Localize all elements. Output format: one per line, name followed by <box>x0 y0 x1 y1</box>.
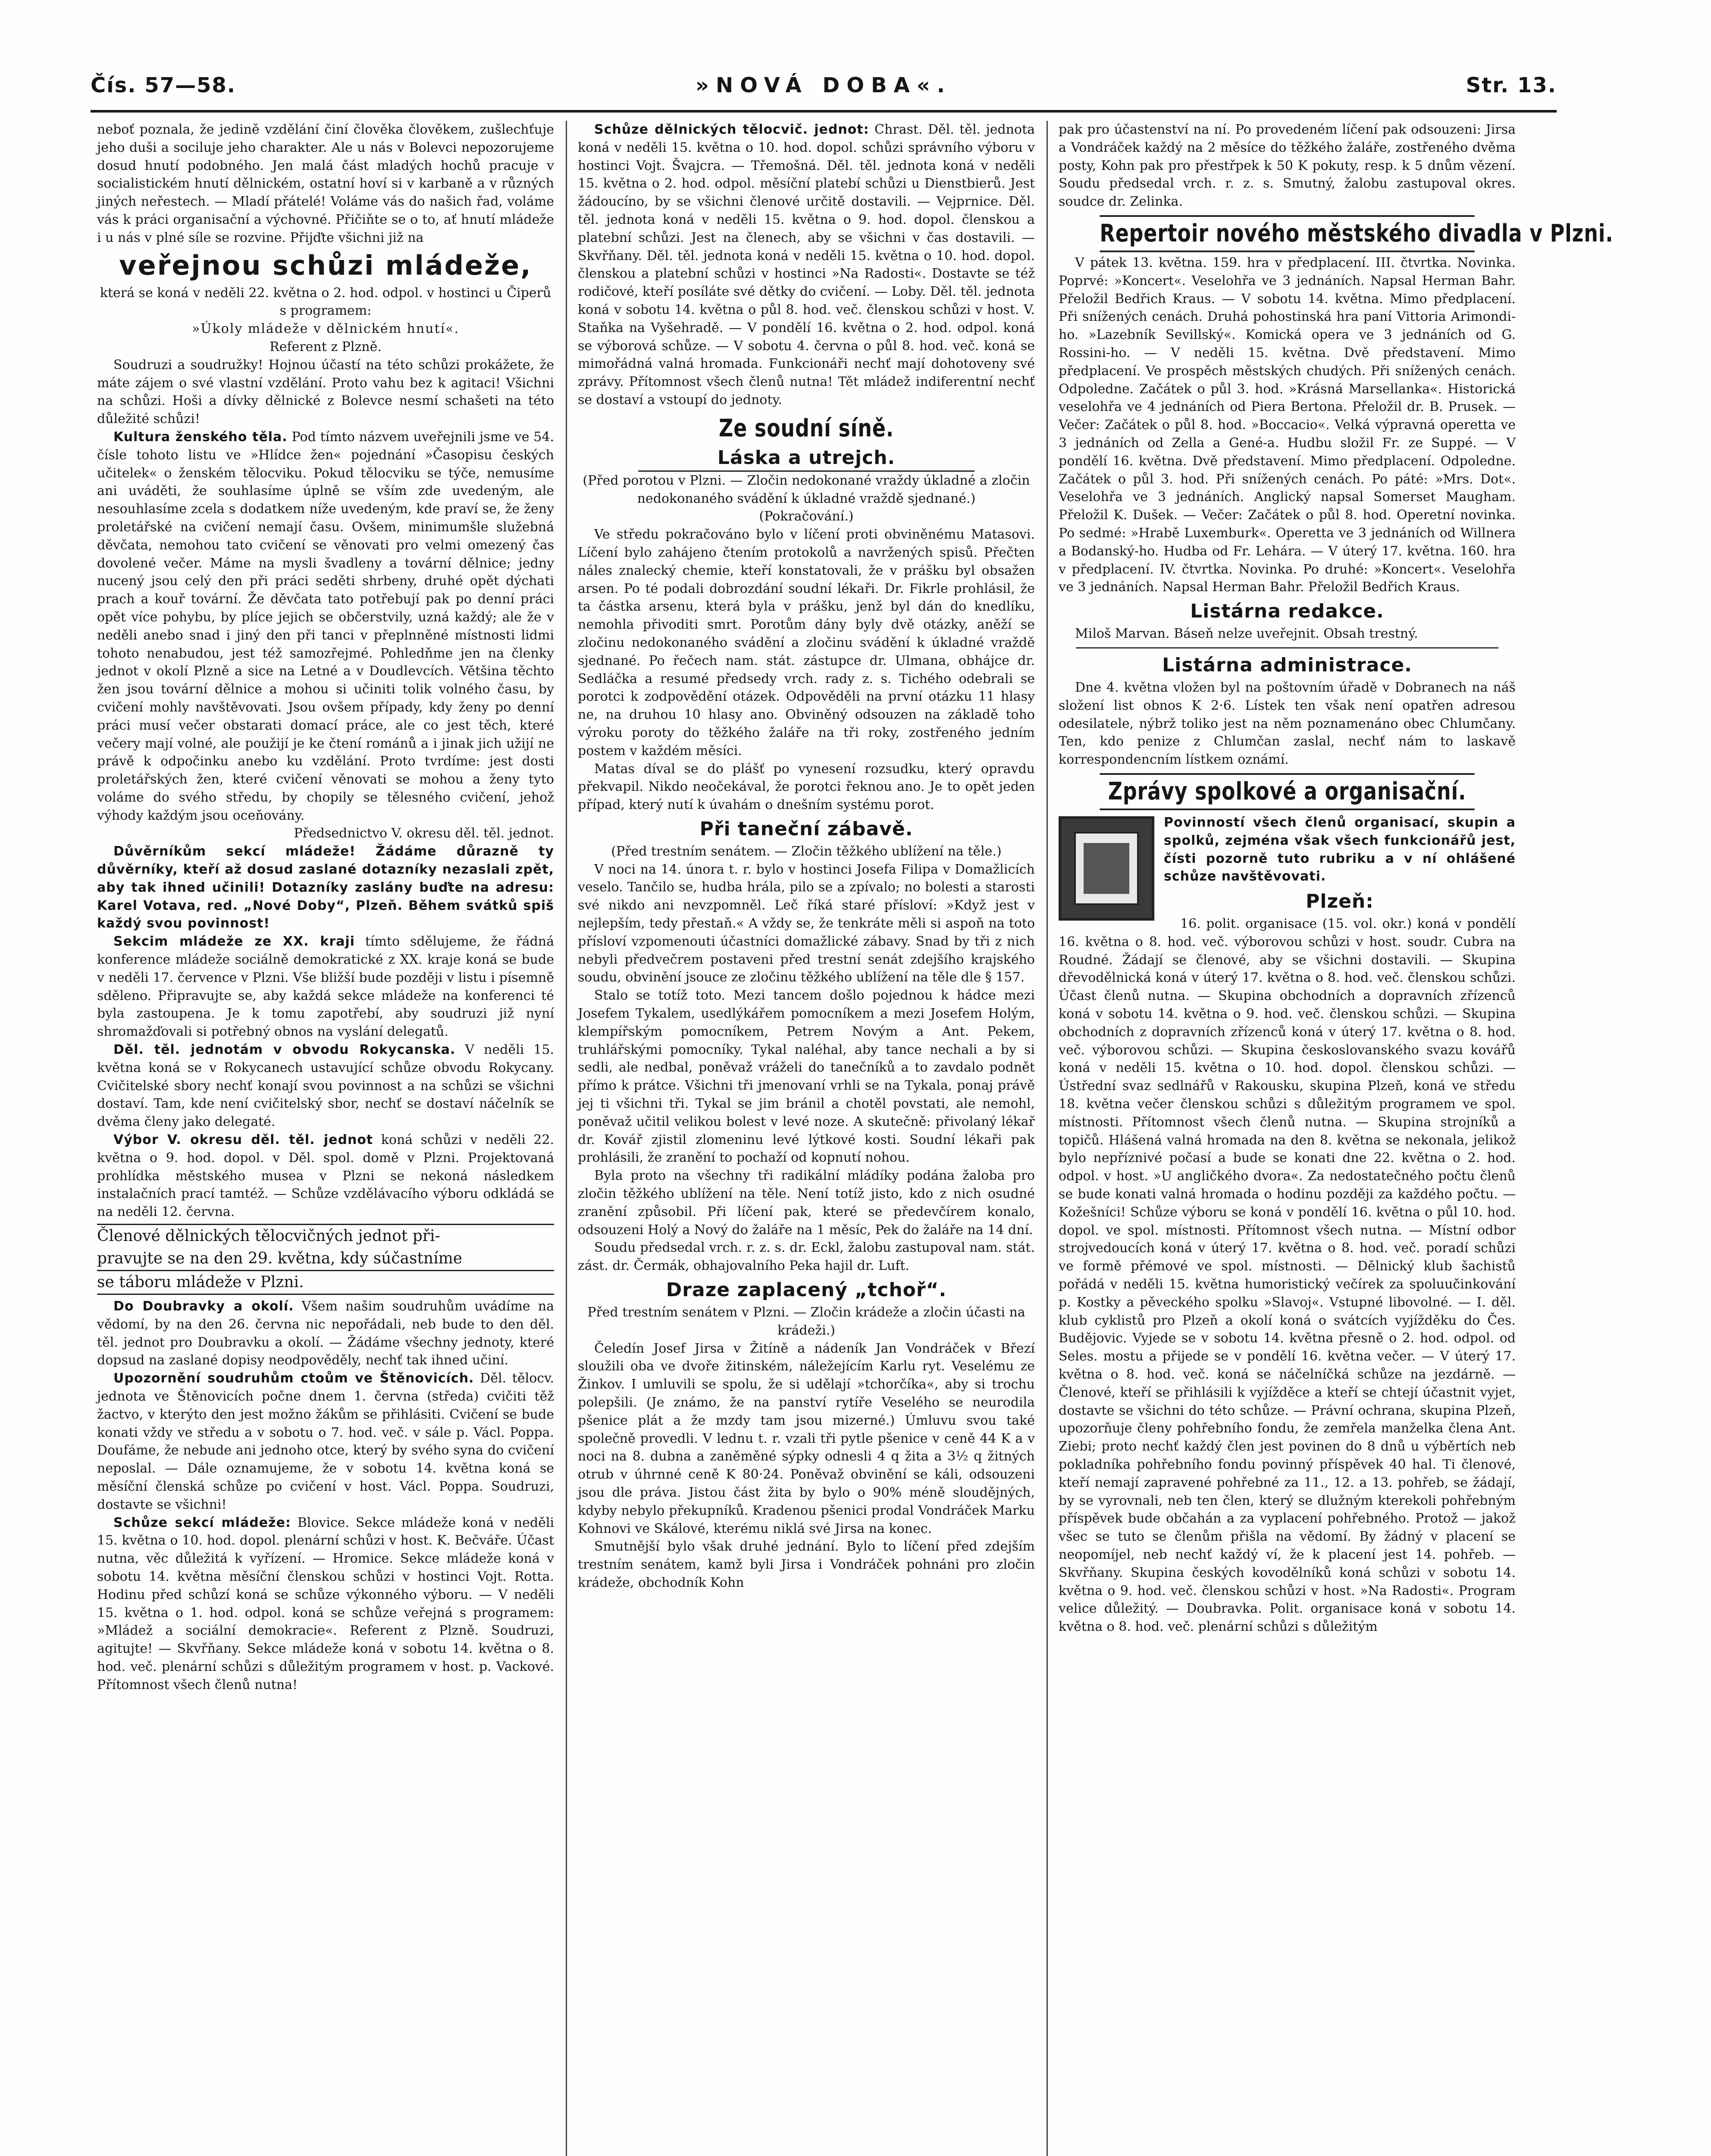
column-2 <box>578 121 1035 2156</box>
masthead <box>91 65 1557 108</box>
article-paragraph: Všem našim soudruhům uvádíme na vědomí, by na den 26. června nic nepořádali, neb bude to den děl. těl. jednot pro Doubravku a okolí. — Žádáme všechny jednoty, které dopsud na zaslané dopisy neodpověděly, nechť tak ihned učiní. <box>97 1299 554 1368</box>
paragraph-lead: Výbor V. okresu děl. těl. jednot <box>113 1132 373 1148</box>
members-line: Členové dělnických tělocvičných jednot při- <box>97 1224 554 1247</box>
column-divider <box>1047 121 1048 2156</box>
rally-speaker: Referent z Plzně. <box>269 339 382 354</box>
article-paragraph: koná schůzi v neděli 22. května o 9. hod. dopol. v Děl. spol. domě v Plzni. Projektovaná prohlídka městského musea v Plzni se nekoná následkem instalačních prací tamtéž. — Schůze vzdělávacího výboru odkládá se na neděli 12. června. <box>97 1132 554 1220</box>
masthead-rule <box>91 110 1557 113</box>
paragraph-lead: Sekcim mládeže ze XX. kraji <box>113 934 355 950</box>
article-paragraph: V pátek 13. května. 159. hra v předplacení. III. čtvrtka. Novinka. Poprvé: »Koncert«. Veselohřa ve 3 jednáních. Napsal Herman Bahr. Přeložil Bedřich Kraus. — V sobotu 14. května. Mimo předplacení. Při snížených cenách. Druhá pohostinská hra paní Vittoria Arimondi-ho. »Lazebník Sevillský«. Komická opera ve 3 jednáních od G. Rossini-ho. — V neděli 15. května. Dvě představení. Mimo předplacení. Ve prospěch městských chudých. Při snížených cenách. Odpoledne. Začátek o půl 3. hod. »Krásná Marsellanka«. Historická veselohřa ve 4 jednáních od Piera Bertona. Přeložil dr. B. Prusek. — Večer: Začátek o půl 8. hod. »Boccacio«. Velká výpravná operetta ve 3 jednáních od Zella a Gené-a. Hudbu složil Fr. ze Suppé. — V pondělí 16. května. Dvě představení. Mimo předplacení. Odpoledne. Začátek o půl 3. hod. Při snížených cenách. Po páté: »Mrs. Dot«. Veselohřa ve 3 jednáních. Anglický napsal Somerset Maugham. Přeložil K. Dušek. — Večer: Začátek o půl 8. hod. Operetní novinka. Po sedmé: »Hrabě Luxemburk«. Operetta ve 3 jednáních od Willnera a Bodanský-ho. Hudba od Fr. Lehára. — V úterý 17. května. 160. hra v předplacení. IV. čtvrtka. Novinka. Po druhé: »Koncert«. Veselohřa ve 3 jednáních. Napsal Herman Bahr. Přeložil Bedřich Kraus. <box>1059 255 1516 595</box>
article-paragraph: Chrast. Děl. těl. jednota koná v neděli 15. května o 10. hod. dopol. schůzi správního výboru v hostinci Vojt. Švajcra. — Třemošná. Děl. těl. jednota koná v neděli 15. května o 2. hod. odpol. měsíční platebí schůzi u Dienstbierů. Jest žádoucíno, by se všichni členové určitě dostavili. — Vejprnice. Děl. těl. jednota koná v neděli 15. května o 9. hod. dopol. členskou a platební schůzi. Jest na členech, aby se všichni v čas dostavili. — Skvřňany. Děl. těl. jednota koná v neděli 15. května o 10. hod. dopol. členskou a platební schůzi v hostinci »Na Radosti«. Dostavte se též rodičové, kteří posíláte své dětky do cvičení. — Loby. Děl. těl. jednota koná v sobotu 14. května o půl 8. hod. več. členskou schůzi v host. V. Staňka na Vyšehradě. — V pondělí 16. května o 2. hod. odpol. koná se výborová schůze. — V sobotu 4. června o půl 8. hod. več. koná se mimořádná valná hromada. Funkcionáři nechť mají dohotoveny své zprávy. Přítomnost všech členů nutna! Tět mládež indiferentní nechť se dostaví a vstoupí do jednoty. <box>578 122 1035 407</box>
members-line: pravujte se na den 29. května, kdy súčastníme <box>97 1247 554 1271</box>
article-paragraph: Smutnější bylo však druhé jednání. Bylo to líčení před zdejším trestním senátem, kamž byli Jirsa i Vondráček pohnáni pro zločin krádeže, obchodník Kohn <box>578 1539 1035 1590</box>
article-paragraph: Byla proto na všechny tři radikální mládíky podána žaloba pro zločin těžkého ublížení na těle. Není totíž jisto, kdo z nich osudné zranění způsobil. Při líčení pak, které se předevčírem konalo, odsouzeni Holý a Nový do žaláře na 1 měsíc, Pek do žaláře na 14 dní. <box>578 1168 1035 1238</box>
column-divider <box>566 121 567 2156</box>
section-title-court: Ze soudní síně. <box>719 414 894 442</box>
paragraph-lead: Kultura ženského těla. <box>113 429 288 445</box>
section-title-admin: Listárna administrace. <box>1162 654 1412 676</box>
page-number: Str. 13. <box>1466 73 1557 97</box>
section-title-associations: Zprávy spolkové a organisační. <box>1100 773 1474 810</box>
section-title-repertoire: Repertoir nového městského divadla v Plzni. <box>1100 215 1474 252</box>
article-paragraph: Pod tímto názvem uveřejnili jsme ve 54. čísle tohoto listu ve »Hlídce žen« pojednání »Časopisu českých učitelek« o ženském tělocviku. Pokud tělocviku se týče, nemusíme ani uváděti, že souhlasíme úplně se vším zde uvedeným, ale nesouhlasíme zcela s dodatkem níže uvedeným, kde praví se, že ženy proletářské na cvičení nemají času. Ovšem, minimumšle služebná děvčata, nemohou tato cvičení se věnovati pro velmi omezený čas dovolené večer. Máme na mysli švadleny a tovární dělnice; jedny nucený jsou celý den při práci seděti shrbeny, druhé opět dýchati prach a kouř tovární. Že děvčata tato potřebují pak po denní práci opět více pohybu, by plíce jejich se občerstvily, uzná každý; ale že v neděli anebo snad i jiný den při tanci v přeplnněné místnosti lidmi tohoto nenabudou, jest též samozřejmé. Pohledňme jen na členky jednot v okolí Plzně a sice na Letné a v Doudlevcích. Většina těchto žen jsou tovární dělnice a mohou si učiniti tolik volného času, by cvičení mohly navštěvovati. Jsou ovšem případy, kdy ženy po denní práci musí večer obstarati domací práce, ale co jest těch, které večery mají volné, ale použijí je ke čtení románů a i jinak jich užijí ne právě k odpočinku anebo ku vzdělání. Proto tvrdíme: jest dosti proletářských žen, které cvičení věnovati se mohou a ženy tyto voláme do svého středu, by chopily se tělesného cvičení, jehož výhody každým jsou oceňovány. <box>97 429 554 823</box>
article-paragraph: Blovice. Sekce mládeže koná v neděli 15. května o 10. hod. dopol. plenární schůzi v host. K. Bečváře. Účast nutna, věc důležitá k vyřízení. — Hromice. Sekce mládeže koná v sobotu 14. května měsíční členskou schůzi v hostinci Vojt. Rotta. Hodinu před schůzí koná se schůze výkonného výboru. — V neděli 15. května o 1. hod. odpol. koná se schůze veřejná s programem: »Mládež a sociální demokracie«. Referent z Plzně. Soudruzi, agitujte! — Skvřňany. Sekce mládeže koná v sobotu 14. května o 8. hod. več. plenární schůzi s důležitým programem v host. p. Vackové. Přítomnost všech členů nutna! <box>97 1515 555 1692</box>
article-paragraph: V noci na 14. února t. r. bylo v hostinci Josefa Filipa v Domažlicích veselo. Tančilo se, hudba hrála, pilo se a zpívalo; no bolesti a starosti své nikdo ani nevzpomněl. Leč říká staré přísloví: »Když jest v nejlepším, tedy přestaň.« A vždy se, že tenkráte měli si aspoň na toto přísloví vzpomenouti účastníci domažlické zábavy. Snad by tři z nich nebyli předvečrem postaveni před trestní senát zdejšího krajského soudu, obvinění jsouce ze zločinu těžkého ublížení na těle dle § 157. <box>578 862 1035 985</box>
article-subtitle: (Před porotou v Plzni. — Zločin nedokonané vraždy úkladné a zločin nedokonaného svádění k úkladné vraždě sjednané.) <box>583 473 1030 506</box>
location-title: Plzeň: <box>1306 890 1374 913</box>
article-paragraph: Ve středu pokračováno bylo v líčení proti obviněnému Matasovi. Líčení bylo zahájeno čtením protokolů a navržených spisů. Přečten náles znalecký chemie, kteří konstatovali, že v prášku byl obsažen arsen. Po té podali dobrozdání soudní lékaři. Dr. Fikrle prohlásil, že ta částka arsenu, která byla v prášku, jenž byl dán do knedlíku, nemohla přivoditi smrt. Porotům dány byly dvě otázky, aněží se zločinu nedokonaného svádění a zločinu svádění k úkladné vraždě sjednané. Po řečech nam. stát. zástupce dr. Ulmana, obhájce dr. Sedláčka a resumé předsedy vrch. rady z. s. Tichého odebrali se porotci k zodpovědění otázek. Odpověděli na první otázku 11 hlasy ne, na druhou 10 hlasy ano. Obviněný odsouzen na základě toho výroku poroty do těžkého žaláře na tři roky, zostřeného jedním postem v každém měsíci. <box>578 527 1035 758</box>
column-3 <box>1059 121 1614 2156</box>
paragraph-lead: Schůze sekcí mládeže: <box>113 1515 291 1530</box>
rally-title: veřejnou schůzi mládeže, <box>119 249 532 281</box>
section-title-editorial: Listárna redakce. <box>1190 600 1384 623</box>
article-paragraph: Stalo se totíž toto. Mezi tancem došlo pojednou k hádce mezi Josefem Tykalem, usedlýkářem pomocníkem a mezi Josefem Holým, klempířským pomocníkem, Petrem Novým a Ant. Pekem, truhlářskými pomocníky. Tykal naléhal, aby tance nechali a by si sedli, ale nedbal, poněvaž vráželi do tanečníků a to zavdalo podnět přímo k prátce. Všichni tři jmenovaní vrhli se na Tykala, ponaj právě jej ti všichni tři. Tykal se jim bránil a chotěl povstati, ale nemohl, poněvaž učitil velikou bolest v levé noze. A skutečně: přivolaný lékař dr. Kovář zjistil zlomeninu levé lýtkové kosti. Soudní lékaři pak prohlásili, že zranění to pochaží od kopnutí nohou. <box>578 988 1035 1166</box>
article-paragraph: Soudruzi a soudružky! Hojnou účastí na této schůzi prokážete, že máte zájem o své vlastní vzdělání. Proto vahu bez k agitaci! Všichni na schůzi. Hoši a dívky dělnické z Bolevce nesmí schašeti na této důležité schůzi! <box>97 357 554 427</box>
issue-number: Čís. 57—58. <box>91 73 236 97</box>
article-paragraph: neboť poznala, že jedině vzdělání činí člověka člověkem, zušlechťuje jeho duši a sociluje jeho charakter. Ale u nás v Bolevci nepozorujeme dosud hnutí podobného. Jen malá část mladých hochů pracuje v socialistickém hnutí dělnickém, ostatní hoví si v karbaně a v různých jiných neřestech. — Mladí přátelé! Voláme vás do našich řad, voláme vás k práci organisační a výchovné. Přičiňte se o to, ať hnutí mládeže i u nás v plné síle se rozvine. Přijďte všichni již na <box>97 122 554 245</box>
trustees-notice: Důvěrníkům sekcí mládeže! Žádáme důrazně ty důvěrníky, kteří až dosud zaslané dotazníky nezaslali zpět, aby tak ihned učinili! Dotazníky zaslány buďte na adresu: Karel Votava, red. „Nové Doby“, Plzeň. Během svátků spiš každý svou povinnost! <box>97 844 554 931</box>
paragraph-lead: Upozornění soudruhům ctoům ve Štěnovicích. <box>113 1371 474 1386</box>
article-subtitle: Před trestním senátem v Plzni. — Zločin krádeže a zločin účasti na krádeži.) <box>587 1305 1025 1338</box>
article-paragraph: 16. polit. organisace (15. vol. okr.) koná v pondělí 16. května o 8. hod. več. výborovou schůzi v host. soudr. Cubra na Roudné. Žádají se členové, aby se všichni dostavili. — Skupina dřevodělnická koná v úterý 17. května o 8. hod. več. členskou schůzi. Účast členů nutna. — Skupina obchodních a dopravních zřízenců koná v sobotu 14. května o 9. hod. več. členskou schůzi. — Skupina obchodních z dopravních zřízenců koná v úterý 17. května o 8. hod. več. výborovou schůzi. — Skupina českoslovanského svazu kovářů koná v neděli 15. května o 10. hod. dopol. členskou schůzi. — Ústřední svaz sedlnářů v Rakousku, skupina Plzeň, koná ve středu 18. května večer členskou schůzi s důležitým programem ve spol. místnosti. Přítomnost všech členů nutna. — Skupina strojníků a topičů. Hlášená valná hromada na den 8. května se nekonala, jelikož bylo nepříznivé počasí a bude se konati dne 22. května o 2. hod. odpol. v host. »U angličkého dvora«. Za nedostatečného počtu členů se bude konati valná hromada o hodinu později za každého počtu. — Kožešníci! Schůze výboru se koná v pondělí 16. května o půl 10. hod. dopol. ve spol. místnosti. Přítomnost všech nutna. — Místní odbor strojvedoucích koná v úterý 17. května o 8. hod. več. poradí schůzi ve formě přémové ve spol. místnosti. — Dělnický klub šachistů pořádá v neděli 15. května humoristický večírek za spoluučinkování p. Kostky a pěveckého spolku »Slavoj«. Vstupné libovolné. — I. děl. klub cyklistů pro Plzeň a okolí koná o svátcích vyjížděku do Čes. Budějovic. Vyjede se v sobotu 14. května přesně o 2. hod. odpol. od Seles. mostu a přijede se v pondělí 16. května večer. — V úterý 17. května o 8. hod. več. koná se náčelníčká schůze na jezdárně. — Členové, kteří se přihlásili k vyjížděce a kteří se chtejí účastnit vyjet, dostavte se všichni do této schůze. — Právní ochrana, skupina Plzeň, upozorňuje členy pohřebního fondu, že zemřela manželka člena Ant. Ziebi; proto nechť každý člen jest povinen do 8 dnů u výběrtích neb pokladníka pohřebního fondu povinný příspěvek 40 hal. Ti členové, kteří nemají zapravené pohřebné za 11., 12. a 13. pohřeb, se žádají, by se vyrovnali, neb ten člen, který se dlužným kterekoli pohřebným příspěvek bude občahán a za vyplacení pohřebného. Protož — jakož všec se tuto se členům přišla na vědomí. By žádný v placení se neopomíjel, neb nechť každý ví, že k placení jest 14. pohřeb. — Skvřňany. Skupina českých kovodělníků koná schůzi v sobotu 14. května o 9. hod. več. členskou schůzi v host. »Na Radosti«. Program velice důležitý. — Doubravka. Polit. organisace koná v sobotu 14. května o 8. hod. več. plenární schůzi s důležitým <box>1059 916 1516 1635</box>
newspaper-title: »NOVÁ DOBA«. <box>695 73 952 97</box>
article-paragraph: Miloš Marvan. Báseň nelze uveřejnit. Obsah trestný. <box>1075 626 1418 642</box>
article-paragraph: V neděli 15. května koná se v Rokycanech ustavující schůze obvodu Rokycany. Cvičitelské sbory nechť konají svou povinnost a na schůzi se všichni dostaví. Tam, kde není cvičitelský sbor, nechť se dostaví náčelník se dvěma členy jako delegaté. <box>97 1042 555 1130</box>
notice-text: Povinností všech členů organisací, skupin a spolků, zejména však všech funkcionářů jest, čísti pozorně tuto rubriku a v ní ohlášené schůze navštěvovati. <box>1164 815 1516 884</box>
members-line: se táboru mládeže v Plzni. <box>97 1271 554 1295</box>
article-paragraph: Dne 4. května vložen byl na poštovním úřadě v Dobranech na náš složení list obnos K 2·6. Lístek ten však není opatřen adresou odesilatele, nýbrž toliko jest na něm poznamenáno obec Chlumčany. Ten, kdo penize z Chlumčan zaslal, nechť nám to laskavě korrespondencním lístkem oznámí. <box>1059 680 1516 768</box>
article-paragraph: Matas díval se do plášť po vynesení rozsudku, který opravdu překvapil. Nikdo neočekával, že porotci řeknou ano. Je to opět jeden případ, který nutí k úvahám o dnešním systému porot. <box>578 761 1035 813</box>
article-paragraph: která se koná v neděli 22. května o 2. hod. odpol. v hostinci u Čiperů s programem: <box>100 285 552 319</box>
signature: Předsednictvo V. okresu děl. těl. jednot. <box>294 826 554 841</box>
article-paragraph: Čeledín Josef Jirsa v Žitíně a nádeník Jan Vondráček v Březí sloužili oba ve dvoře žitinském, náležejícím Karlu ryt. Veselému ze Žinkov. I umluvili se spolu, že si udělají »tchorčíka«, aby si trochu polepšili. (Je známo, že na panství rytíře Veselého se neurodila pšenice plát a že mzdy tam jsou mizerné.) Úmluvu svou také společně provedli. V lednu t. r. vzali tři pytle pšenice v ceně 44 K a v noci na 8. dubna a zaněměné sýpky odnesli 4 q žita a 3½ q žitných otrub v úhrnné ceně K 80·24. Poněvaž obvinění se káli, odsouzeni jsou dle práva. Jistou část žita by bylo o 90% méně sloudějných, kdyby nebylo překupníků. Kradenou pšenici prodal Vondráček Marku Kohnovi ve Skálové, kterému niklá své Jirsa na konec. <box>578 1341 1035 1536</box>
column-1 <box>97 121 554 2156</box>
article-paragraph: tímto sdělujeme, že řádná konference mládeže sociálně demokratické z XX. kraje koná se bude v neděli 17. července v Plzni. Vše bližší bude později v listu i písemně sděleno. Připravujte se, aby každá sekce mládeže na konferenci té byla zastoupena. Je k tomu zapotřebí, aby soudruzi již nyní shromažďovali si potřebný obnos na vyslání delegatů. <box>97 934 554 1040</box>
article-paragraph: Děl. tělocv. jednota ve Štěnovicích počne dnem 1. června (středa) cvičiti těž žactvo, v kterýto den jest možno žákům se přihlásiti. Cvičení se bude konati vždy ve středu a v sobotu o 7. hod. več. v sále p. Václ. Poppa. Doufáme, že nebude ani jednoho otce, který by svého syna do cvičení neposlal. — Dále oznamujeme, že v sobotu 14. května koná se měsíční členská schůze po cvičení v host. Václ. Poppa. Soudruzi, dostavte se všichni! <box>97 1371 554 1512</box>
article-title: Při taneční zábavě. <box>699 818 913 840</box>
article-title: Draze zaplacený „tchoř“. <box>666 1279 947 1301</box>
rally-program: »Úkoly mládeže v dělnickém hnutí«. <box>191 321 460 337</box>
paragraph-lead: Do Doubravky a okolí. <box>113 1299 294 1314</box>
article-paragraph: Soudu předsedal vrch. r. z. s. dr. Eckl, žalobu zastupoval nam. stát. zást. dr. Čermák, obhajovalního Peka hajil dr. Luft. <box>578 1240 1035 1274</box>
paragraph-lead: Děl. těl. jednotám v obvodu Rokycanska. <box>113 1042 456 1058</box>
paragraph-lead: Schůze dělnických tělocvič. jednot: <box>594 122 869 137</box>
members-notice <box>97 1224 554 1295</box>
notice-block <box>1059 814 1516 886</box>
article-paragraph: pak pro účastenství na ní. Po provedeném líčení pak odsouzeni: Jirsa a Vondráček každý na 2 měsíce do těžkého žaláře, zostřeného dvěma posty, Kohn pak pro přestřpek k 50 K pokuty, resp. k 5 dnům vězení. Soudu předsedal vrch. r. z. s. Smutný, žalobu zastupoval okres. soudce dr. Zelinka. <box>1059 122 1516 210</box>
continued-note: (Pokračování.) <box>759 509 854 524</box>
article-subtitle: (Před trestním senátem. — Zločin těžkého ublížení na těle.) <box>611 843 1002 859</box>
article-title: Láska a utrejch. <box>638 445 975 472</box>
divider <box>1076 647 1498 649</box>
notice-emblem-icon <box>1059 816 1154 921</box>
